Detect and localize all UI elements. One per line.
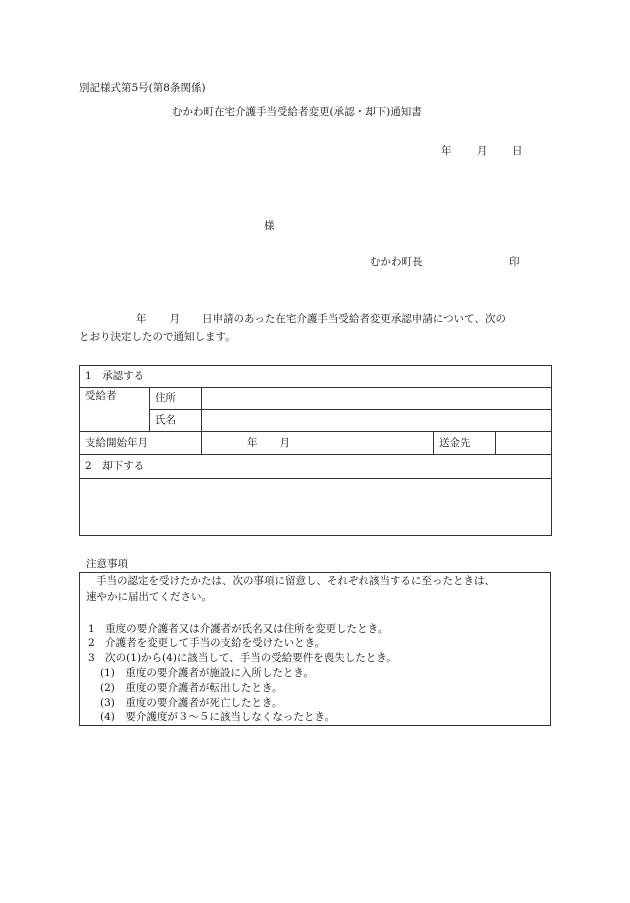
body-line1-text: 日申請のあった在宅介護手当受給者変更承認申請について、次の [202, 313, 506, 325]
notes-heading: 注意事項 [86, 558, 128, 570]
notes-item-2: 2 介護者を変更して手当の支給を受けたいとき。 [88, 637, 326, 649]
notes-item-1: 1 重度の要介護者又は介護者が氏名又は住所を変更したとき。 [88, 623, 389, 635]
start-year: 年 [247, 436, 258, 449]
address-label: 住所 [150, 388, 202, 410]
form-number: 別記様式第5号(第8条関係) [79, 82, 206, 94]
notes-item-3: 3 次の(1)から(4)に該当して、手当の受給要件を喪失したとき。 [88, 652, 397, 664]
date-day: 日 [512, 145, 523, 157]
date-month: 月 [477, 145, 488, 157]
date-year: 年 [441, 145, 452, 157]
recipient-label: 受給者 [80, 388, 150, 432]
notes-subitem-3: (3) 重度の要介護者が死亡したとき。 [100, 697, 283, 709]
address-field[interactable] [202, 388, 552, 410]
seal-mark: 印 [509, 256, 520, 268]
name-label: 氏名 [150, 410, 202, 432]
start-month: 月 [279, 436, 290, 449]
notes-subitem-4: (4) 要介護度が３～５に該当しなくなったとき。 [100, 711, 335, 723]
start-date-field[interactable] [202, 432, 434, 455]
reject-heading: 2 却下する [80, 455, 552, 479]
notes-subitem-2: (2) 重度の要介護者が転出したとき。 [100, 682, 283, 694]
issuer-name: むかわ町長 [370, 256, 423, 268]
body-year: 年 [136, 313, 147, 325]
notes-box [79, 572, 551, 726]
remittance-field[interactable] [434, 432, 552, 455]
addressee-suffix: 様 [264, 220, 275, 232]
start-date-label: 支給開始年月 [80, 432, 202, 455]
notes-intro-line-2: 速やかに届出てください。 [86, 591, 212, 603]
body-text-line-1 [79, 313, 506, 326]
notes-subitem-1: (1) 重度の要介護者が施設に入所したとき。 [100, 667, 314, 679]
body-text-line-2: とおり決定したので通知します。 [79, 331, 236, 343]
body-month: 月 [169, 313, 180, 325]
document-title: むかわ町在宅介護手当受給者変更(承認・却下)通知書 [172, 106, 422, 118]
notes-intro-line-1: 手当の認定を受けたかたは、次の事項に留意し、それぞれ該当するに至ったときは、 [96, 575, 495, 587]
issue-date [441, 145, 523, 158]
approve-heading: 1 承認する [80, 366, 552, 388]
name-field[interactable] [202, 410, 552, 432]
reject-reason-field[interactable] [80, 479, 552, 536]
remittance-label: 送金先 [434, 432, 496, 454]
decision-table [79, 365, 552, 536]
